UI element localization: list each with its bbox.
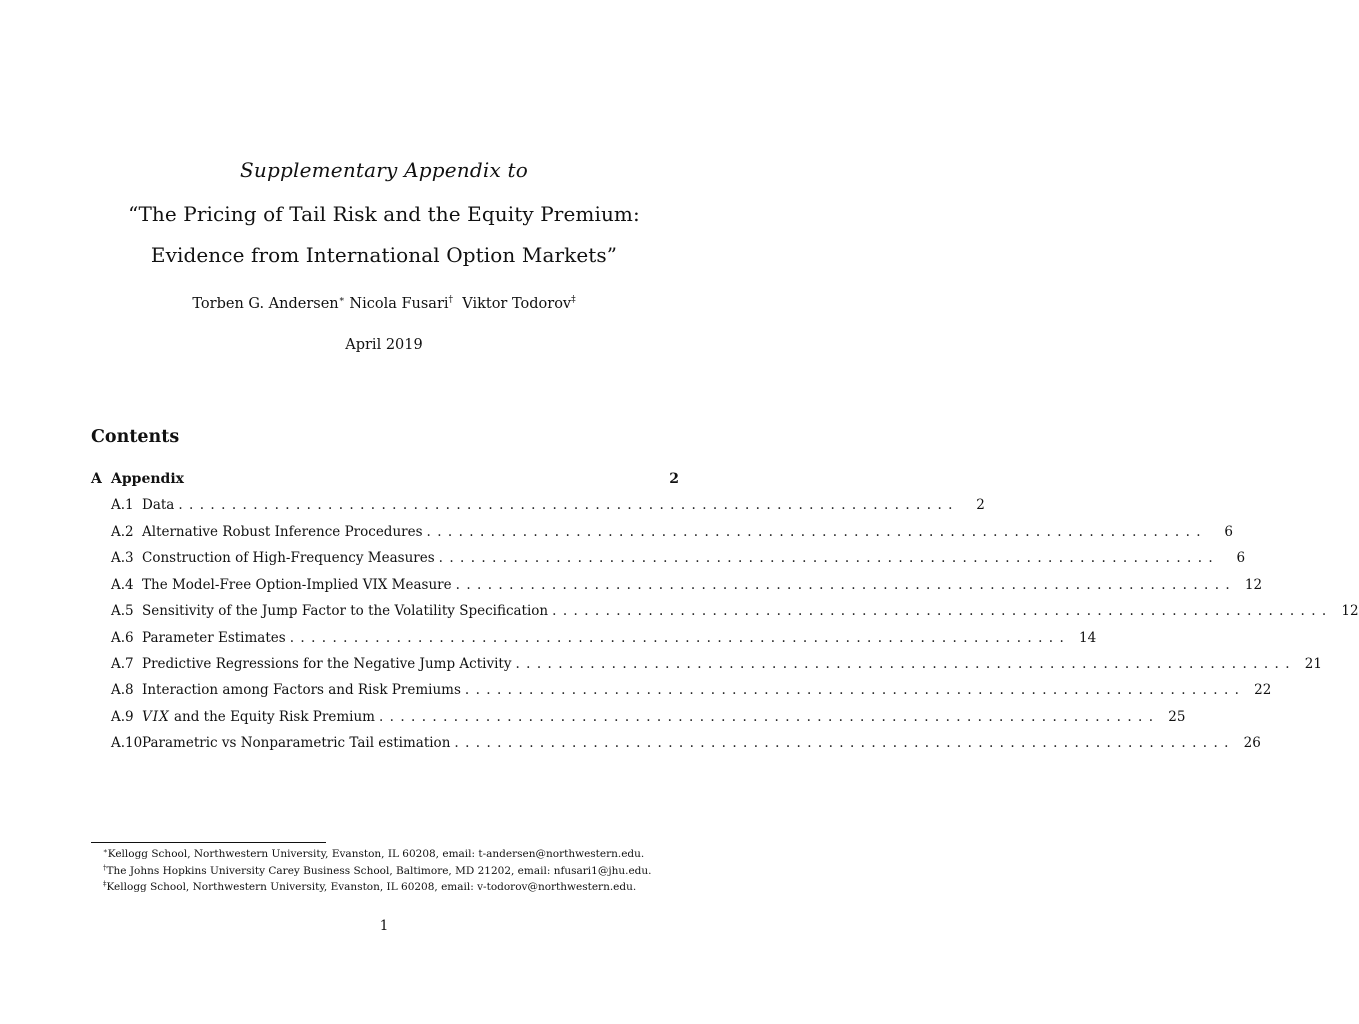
footnote [103, 881, 636, 893]
toc-entry[interactable] [111, 709, 1186, 729]
toc-page-number: 2 [976, 497, 985, 513]
toc-entry-title: Construction of High-Frequency Measures [142, 550, 435, 566]
footnote-text: The Johns Hopkins University Carey Business School, Baltimore, MD 21202, email: nfusari1@jhu.edu. [106, 865, 652, 877]
toc-page-number: 2 [669, 471, 679, 487]
toc-entry[interactable] [111, 603, 1359, 623]
toc-entry-title: Interaction among Factors and Risk Premiums [142, 682, 461, 698]
publication-date: April 2019 [345, 337, 423, 353]
author-name: Nicola Fusari [349, 296, 449, 312]
toc-entry-title: Parametric vs Nonparametric Tail estimation [142, 735, 451, 751]
toc-entry[interactable] [111, 497, 985, 517]
toc-entry-number: A.8 [111, 682, 134, 698]
toc-dot-leader: ......................................................................... [438, 550, 1220, 566]
footnote-mark: ∗ [103, 847, 108, 855]
author-footnote-mark: ∗ [338, 295, 345, 305]
toc-dot-leader: ......................................................................... [426, 524, 1207, 540]
author-footnote-mark: † [448, 295, 454, 305]
toc-section-title: Appendix [111, 471, 184, 487]
paper-title-line-2: Evidence from International Option Markets” [150, 243, 618, 267]
toc-entry-title: Predictive Regressions for the Negative Jump Activity [142, 656, 512, 672]
toc-entry-number: A.4 [111, 577, 134, 593]
toc-entry[interactable] [111, 630, 1097, 650]
toc-entry-number: A.9 [111, 709, 134, 725]
toc-dot-leader: ......................................................................... [464, 682, 1246, 698]
toc-section-appendix[interactable] [91, 471, 679, 491]
contents-heading: Contents [91, 427, 180, 447]
toc-page-number: 22 [1254, 682, 1272, 698]
toc-page-number: 6 [1236, 550, 1246, 566]
toc-entry-number: A.2 [111, 524, 134, 540]
footnote [103, 848, 644, 860]
toc-entry[interactable] [111, 577, 1263, 597]
toc-dot-leader: ......................................................................... [178, 497, 959, 513]
toc-dot-leader: ......................................................................... [515, 656, 1296, 672]
toc-page-number: 12 [1341, 603, 1359, 619]
page-number: 1 [379, 918, 389, 934]
toc-entry-title: Sensitivity of the Jump Factor to the Volatility Specification [142, 603, 549, 619]
toc-section-number: A [91, 471, 102, 487]
toc-entry-title: The Model-Free Option-Implied VIX Measure [142, 577, 452, 593]
toc-entry[interactable] [111, 524, 1233, 544]
toc-entry[interactable] [111, 682, 1272, 702]
toc-page-number: 25 [1168, 709, 1186, 725]
toc-dot-leader: ......................................................................... [454, 735, 1235, 751]
toc-entry-number: A.5 [111, 603, 134, 619]
toc-page-number: 6 [1224, 524, 1233, 540]
toc-entry-number: A.6 [111, 630, 134, 646]
toc-entry-number: A.7 [111, 656, 134, 672]
toc-entry-number: A.1 [111, 497, 134, 513]
footnote-mark: ‡ [103, 880, 107, 888]
toc-dot-leader: ......................................................................... [378, 709, 1160, 725]
author-name: Viktor Todorov [462, 296, 572, 312]
author-name: Torben G. Andersen [192, 296, 339, 312]
author-list [0, 296, 768, 312]
toc-entry[interactable] [111, 656, 1322, 676]
footnote [103, 865, 651, 877]
toc-page-number: 26 [1243, 735, 1261, 751]
footnote-rule [91, 842, 326, 843]
toc-entry-title-math: VIX [142, 709, 170, 725]
toc-entry[interactable] [111, 735, 1261, 755]
toc-entry-title: Parameter Estimates [142, 630, 286, 646]
toc-page-number: 21 [1304, 656, 1322, 672]
toc-dot-leader: ......................................................................... [289, 630, 1071, 646]
toc-entry-number: A.3 [111, 550, 134, 566]
toc-page-number: 12 [1244, 577, 1263, 593]
toc-entry-title: Alternative Robust Inference Procedures [142, 524, 423, 540]
toc-entry-number: A.10 [111, 735, 143, 751]
toc-dot-leader: ......................................................................... [455, 577, 1237, 593]
footnote-text: Kellogg School, Northwestern University, Evanston, IL 60208, email: t-andersen@northwestern.edu. [107, 848, 645, 860]
toc-dot-leader: ......................................................................... [552, 603, 1333, 619]
toc-page-number: 14 [1078, 630, 1097, 646]
toc-entry-title: Data [142, 497, 175, 513]
toc-entry-title [142, 709, 379, 725]
paper-title-line-1: “The Pricing of Tail Risk and the Equity Premium: [128, 202, 640, 226]
footnote-mark: † [103, 864, 107, 872]
toc-entry[interactable] [111, 550, 1246, 570]
footnote-text: Kellogg School, Northwestern University, Evanston, IL 60208, email: v-todorov@northwestern.edu. [106, 881, 637, 893]
author-footnote-mark: ‡ [571, 295, 576, 305]
supplementary-title: Supplementary Appendix to [240, 158, 528, 182]
toc-entry-title-rest: and the Equity Risk Premium [169, 709, 375, 725]
